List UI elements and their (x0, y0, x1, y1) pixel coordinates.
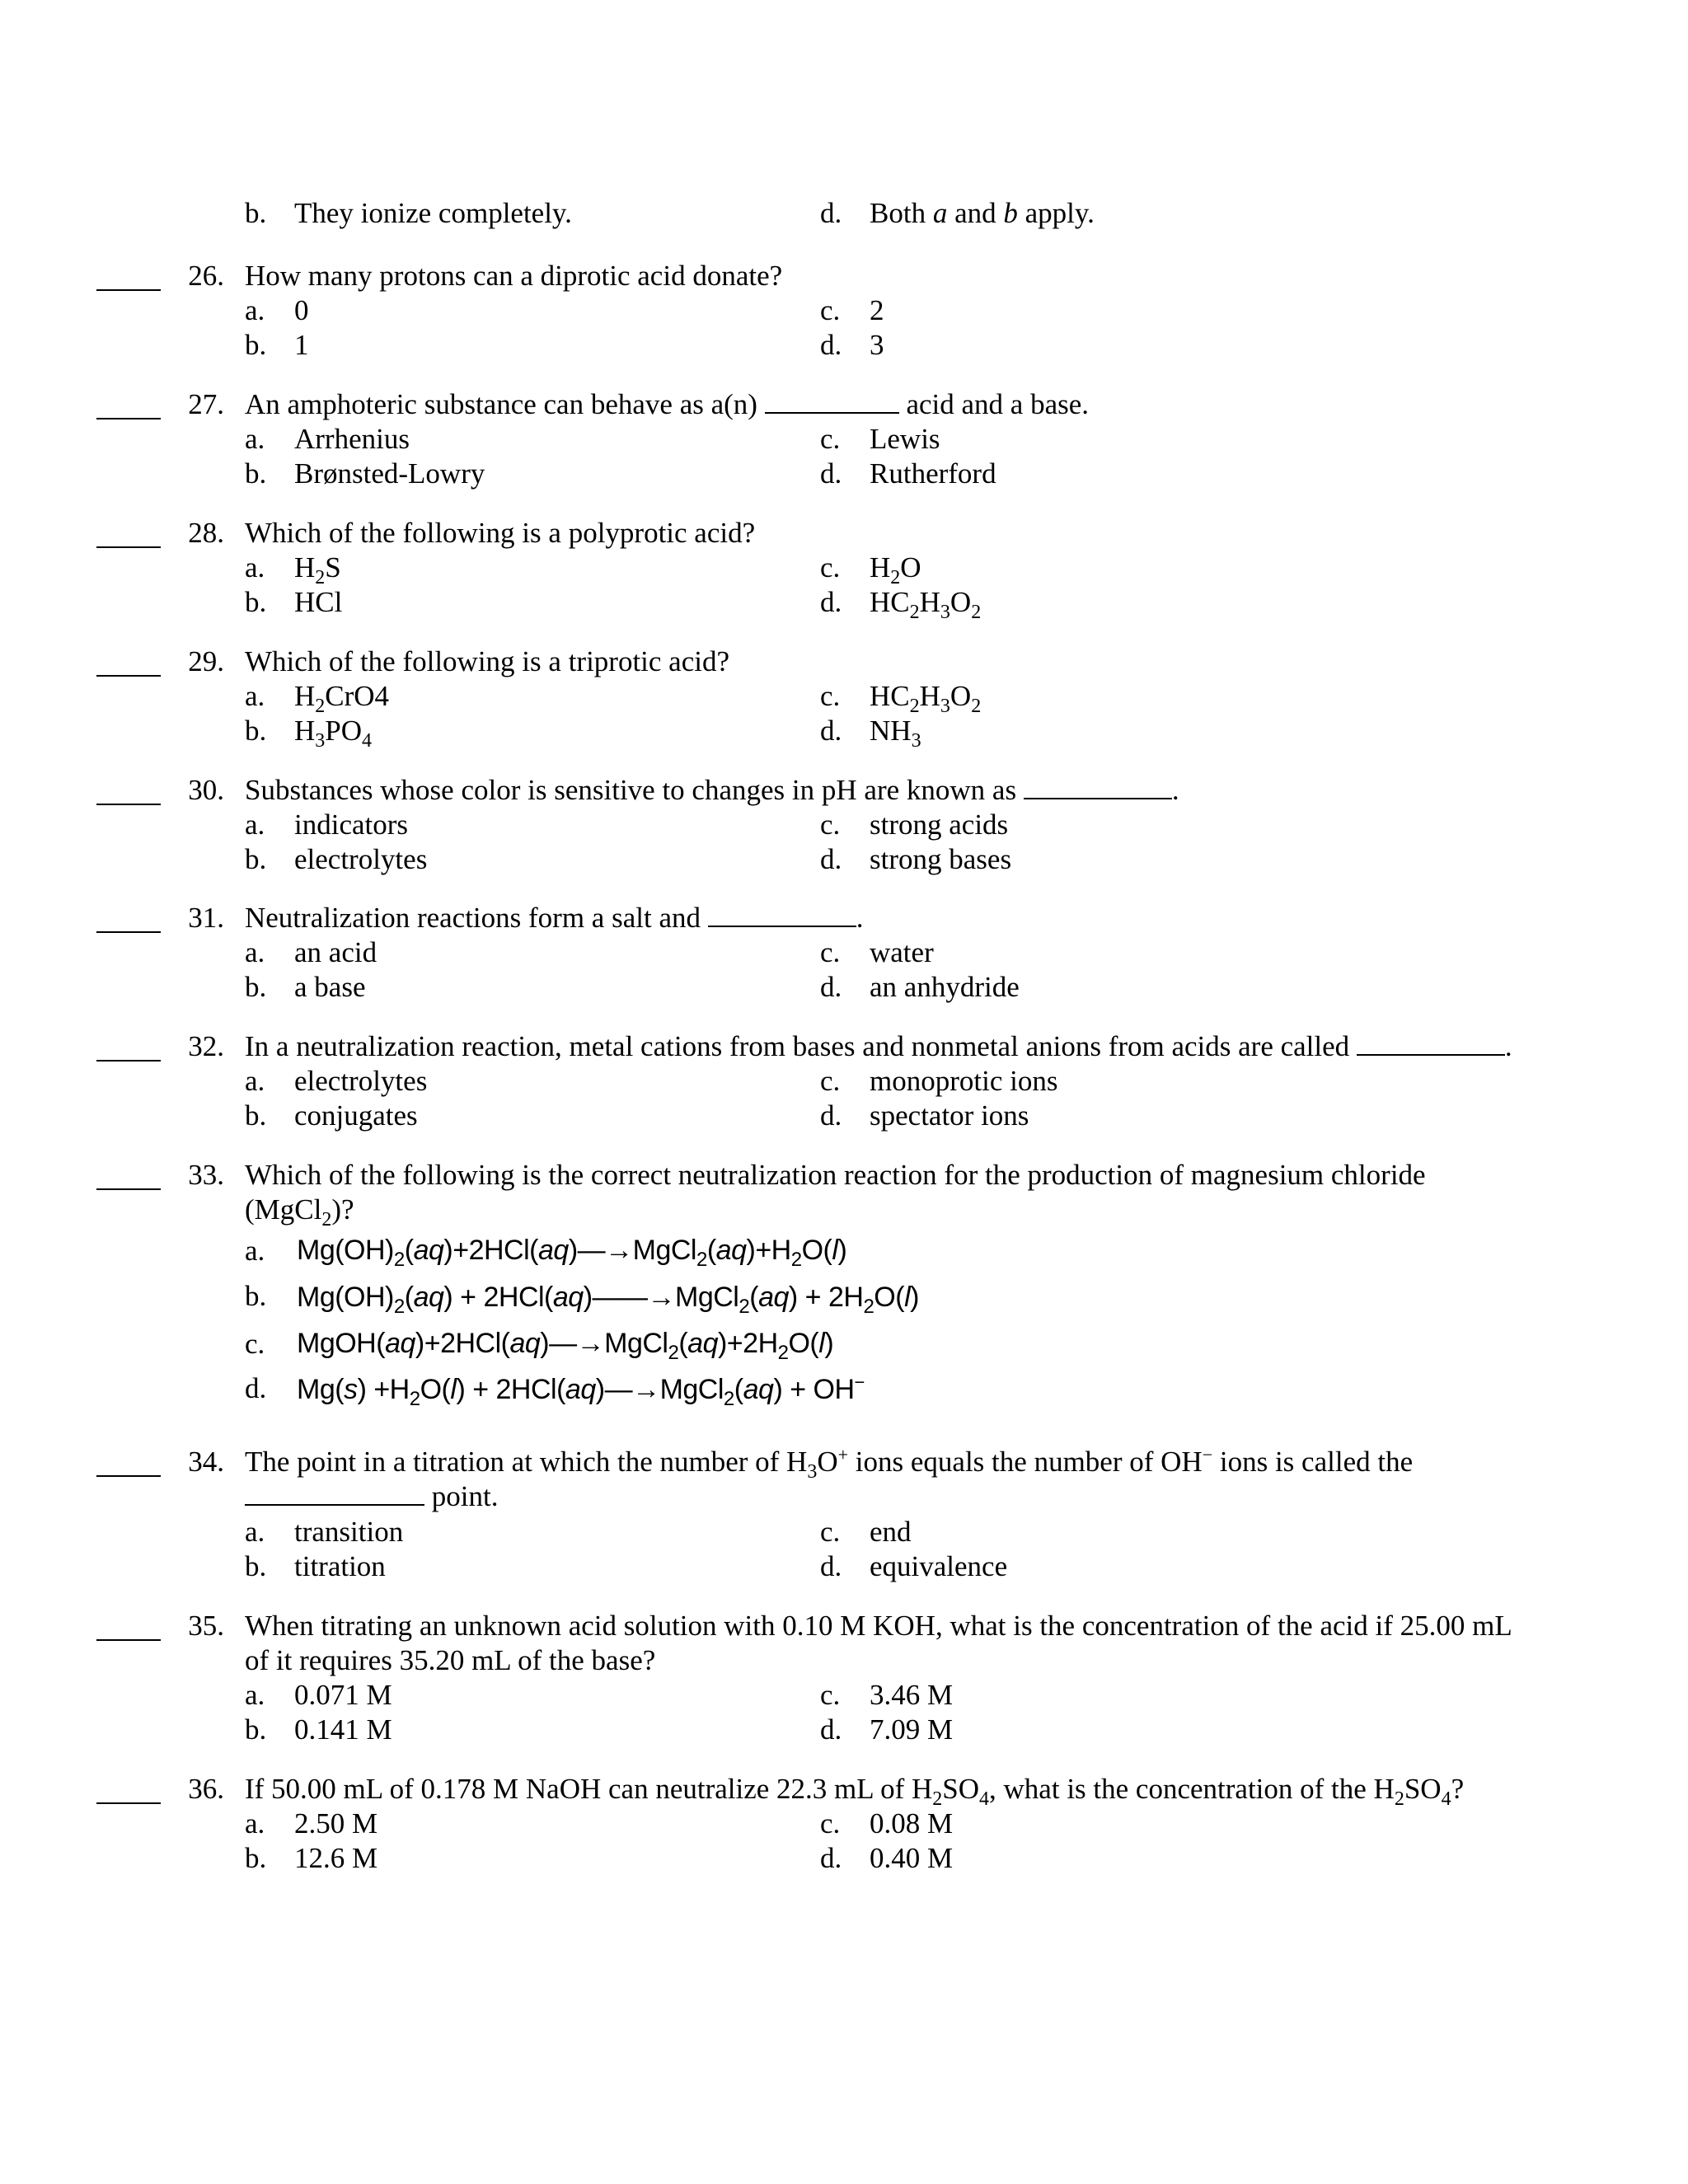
option-letter-d: d. (820, 457, 842, 490)
option-letter-a: a. (245, 1516, 265, 1548)
option-letter-d: d. (820, 197, 842, 229)
option-letter-c: c. (820, 1679, 841, 1711)
option-letter-a: a. (245, 1235, 265, 1267)
answer-blank[interactable] (96, 804, 161, 805)
option-text-b: HCl (294, 586, 343, 618)
option-text-b: $H_3PO_4$ (294, 715, 373, 752)
option-letter-d: d. (820, 715, 842, 747)
option-letter-d: d. (820, 1713, 842, 1746)
option-letter-a: a. (245, 808, 265, 841)
question-text: In a neutralization reaction, metal cations from bases and nonmetal anions from acids are called . (245, 1030, 1512, 1062)
question-number: 36. (188, 1773, 224, 1805)
option-text-a: an acid (294, 936, 377, 968)
question-text: Which of the following is the correct neutralization reaction for the production of magnesium chloride (245, 1159, 1426, 1191)
option-letter-b: b. (245, 586, 267, 618)
option-text-d: 3 (870, 329, 884, 361)
option-text-d: strong bases (870, 843, 1012, 875)
option-letter-b: b. (245, 457, 267, 490)
option-text-a: $H_2S$ (294, 551, 341, 588)
question-text: Neutralization reactions form a salt and . (245, 902, 864, 934)
question-number: 31. (188, 902, 224, 934)
option-text-c: water (870, 936, 934, 968)
question-text-continued: of it requires 35.20 mL of the base? (245, 1644, 656, 1676)
option-text-b: 1 (294, 329, 309, 361)
option-text-a: transition (294, 1516, 404, 1548)
option-letter-d: d. (820, 586, 842, 618)
equation-d: $Mg(s) +H_2O(l)$ + 2HCl(aq)—→MgCl$_2$(aq) + OH− (297, 1371, 865, 1410)
option-text-d: 7.09 M (870, 1713, 954, 1746)
option-letter-c: c. (245, 1328, 265, 1360)
option-text-a: indicators (294, 808, 409, 841)
option-text-b: 0.141 M (294, 1713, 392, 1746)
option-letter-b: b. (245, 1550, 267, 1582)
question-number: 30. (188, 774, 224, 806)
fill-in-blank (765, 387, 899, 414)
fill-in-blank (245, 1479, 424, 1506)
option-text-c: $HC_2H_3O_2$ (870, 680, 982, 717)
answer-blank[interactable] (96, 418, 161, 419)
option-text-c: Lewis (870, 423, 940, 455)
option-letter-c: c. (820, 680, 841, 712)
question-number: 28. (188, 517, 224, 549)
answer-blank[interactable] (96, 675, 161, 677)
option-text-c: end (870, 1516, 912, 1548)
option-text-c: 3.46 M (870, 1679, 954, 1711)
option-letter-d: d. (820, 1842, 842, 1874)
option-letter-a: a. (245, 1065, 265, 1097)
option-text-d: an anhydride (870, 971, 1020, 1003)
option-letter-c: c. (820, 1516, 841, 1548)
option-letter-b: b. (245, 1099, 267, 1132)
fill-in-blank (1357, 1029, 1505, 1056)
option-letter-a: a. (245, 423, 265, 455)
option-letter-b: b. (245, 971, 267, 1003)
option-letter-a: a. (245, 680, 265, 712)
answer-blank[interactable] (96, 1475, 161, 1477)
option-letter-b: b. (245, 329, 267, 361)
equation-b: $Mg(OH)_2(aq)$ + 2HCl(aq)——→MgCl$_2$(aq) + $2H_2O(l)$ (297, 1282, 919, 1318)
option-text-b: They ionize completely. (294, 197, 572, 229)
answer-blank[interactable] (96, 1639, 161, 1641)
option-text-b: titration (294, 1550, 386, 1582)
option-text-d: $NH_3$ (870, 715, 921, 752)
option-letter-c: c. (820, 1807, 841, 1840)
option-letter-c: c. (820, 1065, 841, 1097)
option-letter-a: a. (245, 936, 265, 968)
option-letter-d: d. (820, 843, 842, 875)
question-text: Which of the following is a polyprotic acid? (245, 517, 756, 549)
answer-blank[interactable] (96, 1060, 161, 1062)
option-text-c: strong acids (870, 808, 1009, 841)
question-text: When titrating an unknown acid solution with 0.10 M KOH, what is the concentration of the acid if 25.00 mL (245, 1610, 1512, 1642)
answer-blank[interactable] (96, 1188, 161, 1190)
option-letter-c: c. (820, 936, 841, 968)
option-letter-a: a. (245, 1807, 265, 1840)
question-text: Substances whose color is sensitive to changes in pH are known as . (245, 774, 1179, 806)
question-number: 29. (188, 645, 224, 677)
answer-blank[interactable] (96, 546, 161, 548)
question-number: 33. (188, 1159, 224, 1191)
option-letter-a: a. (245, 294, 265, 326)
option-letter-b: b. (245, 715, 267, 747)
option-letter-d: d. (820, 971, 842, 1003)
question-number: 32. (188, 1030, 224, 1062)
option-letter-c: c. (820, 808, 841, 841)
option-letter-b: b. (245, 1842, 267, 1874)
option-letter-c: c. (820, 423, 841, 455)
option-text-b: 12.6 M (294, 1842, 378, 1874)
option-text-a: electrolytes (294, 1065, 428, 1097)
option-letter-b: b. (245, 197, 267, 229)
option-text-d: Both a and b apply. (870, 197, 1095, 229)
option-text-d: spectator ions (870, 1099, 1029, 1132)
answer-blank[interactable] (96, 289, 161, 291)
option-text-d: $HC_2H_3O_2$ (870, 586, 982, 623)
question-number: 34. (188, 1446, 224, 1478)
equation-c: $MgOH(aq)+2HCl(aq)—\to MgCl_2(aq)+2H_2O(l)$ (297, 1328, 834, 1364)
option-letter-c: c. (820, 551, 841, 583)
option-text-b: conjugates (294, 1099, 418, 1132)
option-text-d: 0.40 M (870, 1842, 954, 1874)
option-text-a: $H_2CrO4$ (294, 680, 390, 717)
question-text: How many protons can a diprotic acid donate? (245, 260, 783, 292)
answer-blank[interactable] (96, 931, 161, 933)
option-text-b: Brønsted-Lowry (294, 457, 485, 490)
question-text: If 50.00 mL of 0.178 M NaOH can neutralize 22.3 mL of $H_2SO_4$, what is the concentration of the $H_2SO_4$? (245, 1773, 1465, 1810)
option-text-c: monoprotic ions (870, 1065, 1058, 1097)
question-number: 26. (188, 260, 224, 292)
question-text-continued: (MgCl$_2$)? (245, 1193, 354, 1230)
fill-in-blank (1024, 773, 1172, 799)
option-text-b: electrolytes (294, 843, 428, 875)
option-letter-a: a. (245, 1679, 265, 1711)
option-letter-d: d. (245, 1372, 267, 1404)
option-text-c: $H_2O$ (870, 551, 921, 588)
option-letter-a: a. (245, 551, 265, 583)
option-text-d: equivalence (870, 1550, 1008, 1582)
question-text: An amphoteric substance can behave as a(n) acid and a base. (245, 388, 1090, 420)
option-letter-b: b. (245, 843, 267, 875)
question-text: The point in a titration at which the number of $H_3O^+$ ions equals the number of OH− ions is called the (245, 1444, 1414, 1483)
question-number: 35. (188, 1610, 224, 1642)
option-letter-d: d. (820, 1099, 842, 1132)
question-text: Which of the following is a triprotic acid? (245, 645, 730, 677)
option-text-a: 2.50 M (294, 1807, 378, 1840)
fill-in-blank (708, 901, 856, 927)
question-text-continued: point. (245, 1479, 498, 1514)
equation-a: $Mg(OH)_2(aq)+2HCl(aq)—\to MgCl_2(aq)+H_2O(l)$ (297, 1235, 847, 1271)
option-letter-c: c. (820, 294, 841, 326)
option-letter-d: d. (820, 329, 842, 361)
option-letter-b: b. (245, 1713, 267, 1746)
answer-blank[interactable] (96, 1802, 161, 1804)
option-letter-b: b. (245, 1280, 267, 1312)
option-letter-d: d. (820, 1550, 842, 1582)
option-text-a: 0 (294, 294, 309, 326)
option-text-a: 0.071 M (294, 1679, 392, 1711)
option-text-d: Rutherford (870, 457, 996, 490)
option-text-a: Arrhenius (294, 423, 410, 455)
option-text-c: 0.08 M (870, 1807, 954, 1840)
question-number: 27. (188, 388, 224, 420)
option-text-c: 2 (870, 294, 884, 326)
option-text-b: a base (294, 971, 366, 1003)
